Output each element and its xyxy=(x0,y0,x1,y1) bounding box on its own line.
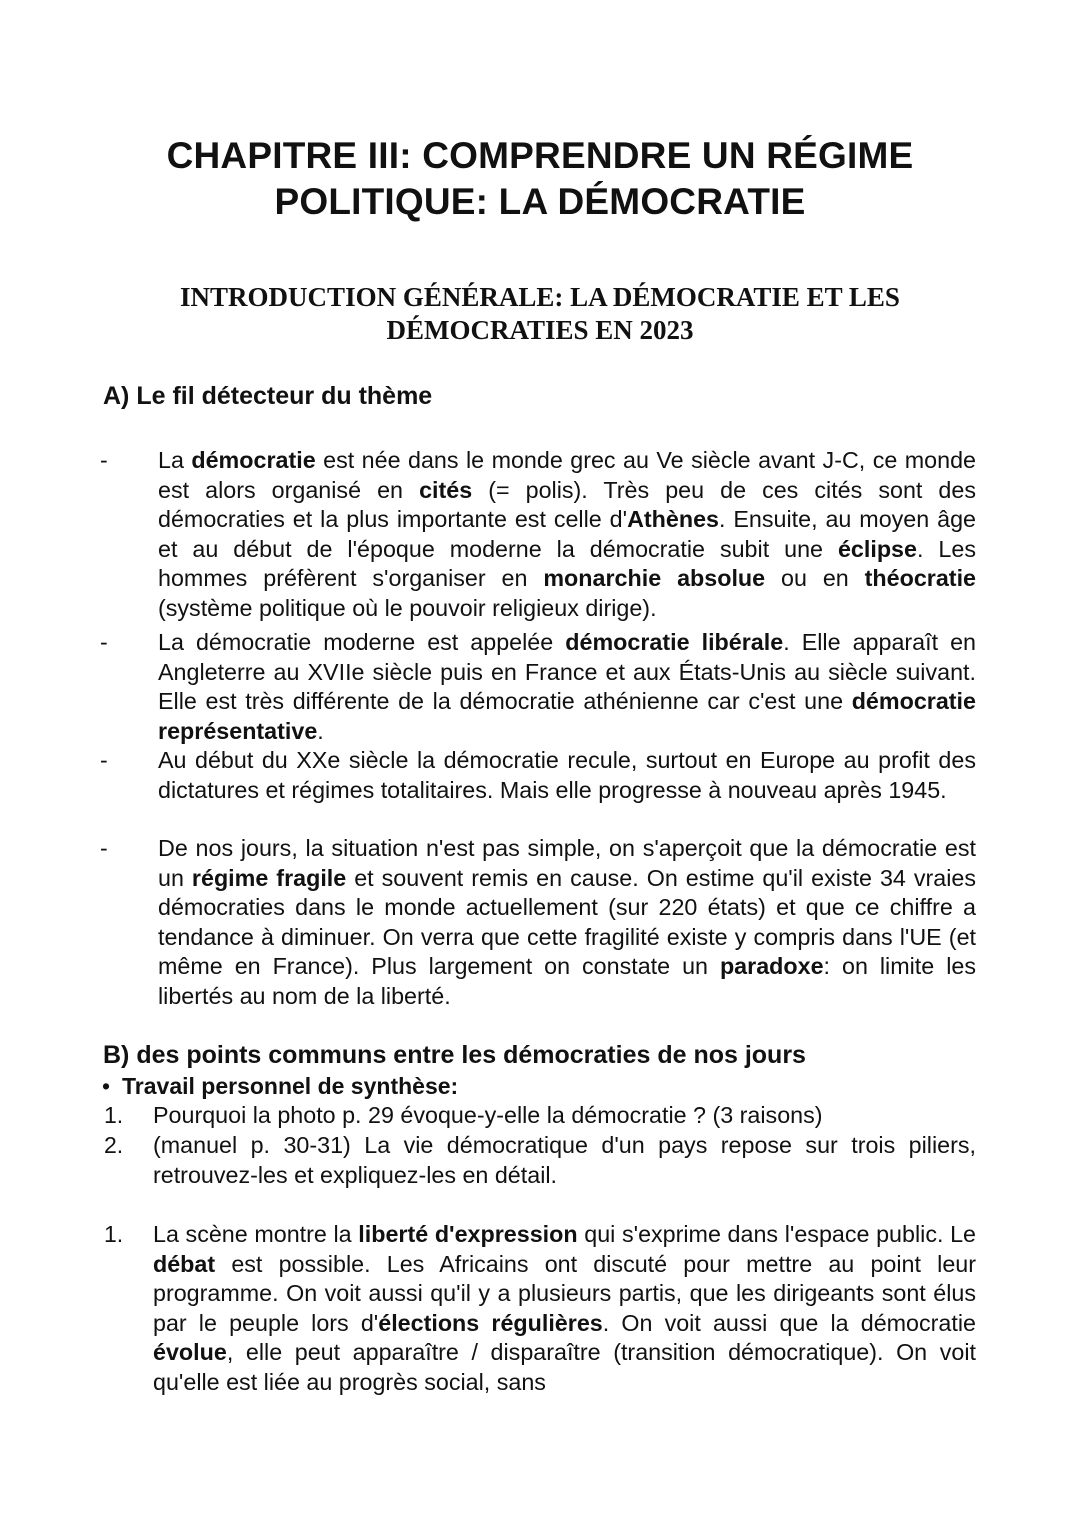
section-a-heading: A) Le fil détecteur du thème xyxy=(103,382,433,410)
question-number: 1. xyxy=(104,1102,124,1128)
question-text: (manuel p. 30-31) La vie démocratique d'un pays repose sur trois piliers, retrouvez-les et expliquez-les en détail. xyxy=(153,1132,976,1188)
bold-term: régime fragile xyxy=(191,864,347,891)
dash-marker: - xyxy=(100,629,108,655)
bold-term: débat xyxy=(153,1250,216,1277)
bold-term: liberté d'expression xyxy=(358,1221,578,1247)
bold-term: paradoxe xyxy=(719,953,824,980)
bullet-icon: • xyxy=(102,1073,111,1099)
bold-term: théocratie xyxy=(864,565,976,592)
bold-term: monarchie absolue xyxy=(543,565,766,592)
paragraph-item: Au début du XXe siècle la démocratie recule, surtout en Europe au profit des dictatures et régimes totalitaires. Mais elle progresse à nouveau après 1945. xyxy=(158,747,976,803)
bold-term: éclipse xyxy=(837,535,917,562)
bold-term: démocratie xyxy=(191,447,316,473)
chapter-title: CHAPITRE III: COMPRENDRE UN RÉGIME POLITIQUE: LA DÉMOCRATIE xyxy=(166,135,914,222)
intro-title: INTRODUCTION GÉNÉRALE: LA DÉMOCRATIE ET LES DÉMOCRATIES EN 2023 xyxy=(180,282,900,345)
bold-term: évolue xyxy=(153,1339,227,1366)
bold-term: démocratie représentative xyxy=(158,688,976,744)
answer-paragraph: La scène montre la liberté d'expression qui s'exprime dans l'espace public. Le débat est possible. Les Africains ont discuté pour mettre au point leur programme. On voit aussi qu'il y a plusieurs partis, que les dirigeants sont élus par le peuple lors d'élections régulières. On voit aussi que la démocratie évolue, elle peut apparaître / disparaître (transition démocratique). On voit qu'elle est liée au progrès social, sans xyxy=(153,1221,976,1395)
answer-number: 1. xyxy=(104,1221,124,1247)
synthesis-label: Travail personnel de synthèse: xyxy=(122,1073,459,1099)
question-text: Pourquoi la photo p. 29 évoque-y-elle la démocratie ? (3 raisons) xyxy=(153,1102,823,1128)
bold-term: Athènes xyxy=(627,506,719,533)
bold-term: cités xyxy=(419,476,473,503)
bold-term: démocratie libérale xyxy=(565,629,784,655)
paragraph-item: La démocratie moderne est appelée démocratie libérale. Elle apparaît en Angleterre au XVIIe siècle puis en France et aux États-Unis au siècle suivant. Elle est très différente de la démocratie athénienne car c'est une démocratie représentative. xyxy=(158,629,977,744)
dash-marker: - xyxy=(100,447,108,473)
question-number: 2. xyxy=(104,1132,124,1158)
paragraph-item: De nos jours, la situation n'est pas simple, on s'aperçoit que la démocratie est un régime fragile et souvent remis en cause. On estime qu'il existe 34 vraies démocraties dans le monde actuellement (sur 220 états) et que ce chiffre a tendance à diminuer. On verra que cette fragilité existe y compris dans l'UE (et même en France). Plus largement on constate un paradoxe: on limite les libertés au nom de la liberté. xyxy=(158,835,977,1009)
bold-term: élections régulières xyxy=(378,1309,603,1336)
synthesis-bullet xyxy=(102,1071,458,1101)
paragraph-item: La démocratie est née dans le monde grec au Ve siècle avant J-C, ce monde est alors organisé en cités (= polis). Très peu de ces cités sont des démocraties et la plus importante est celle d'Athènes. Ensuite, au moyen âge et au début de l'époque moderne la démocratie subit une éclipse. Les hommes préfèrent s'organiser en monarchie absolue ou en théocratie (système politique où le pouvoir religieux dirige). xyxy=(158,447,977,621)
section-b-heading: B) des points communs entre les démocraties de nos jours xyxy=(103,1041,806,1069)
dash-marker: - xyxy=(100,835,108,861)
dash-marker: - xyxy=(100,747,108,773)
